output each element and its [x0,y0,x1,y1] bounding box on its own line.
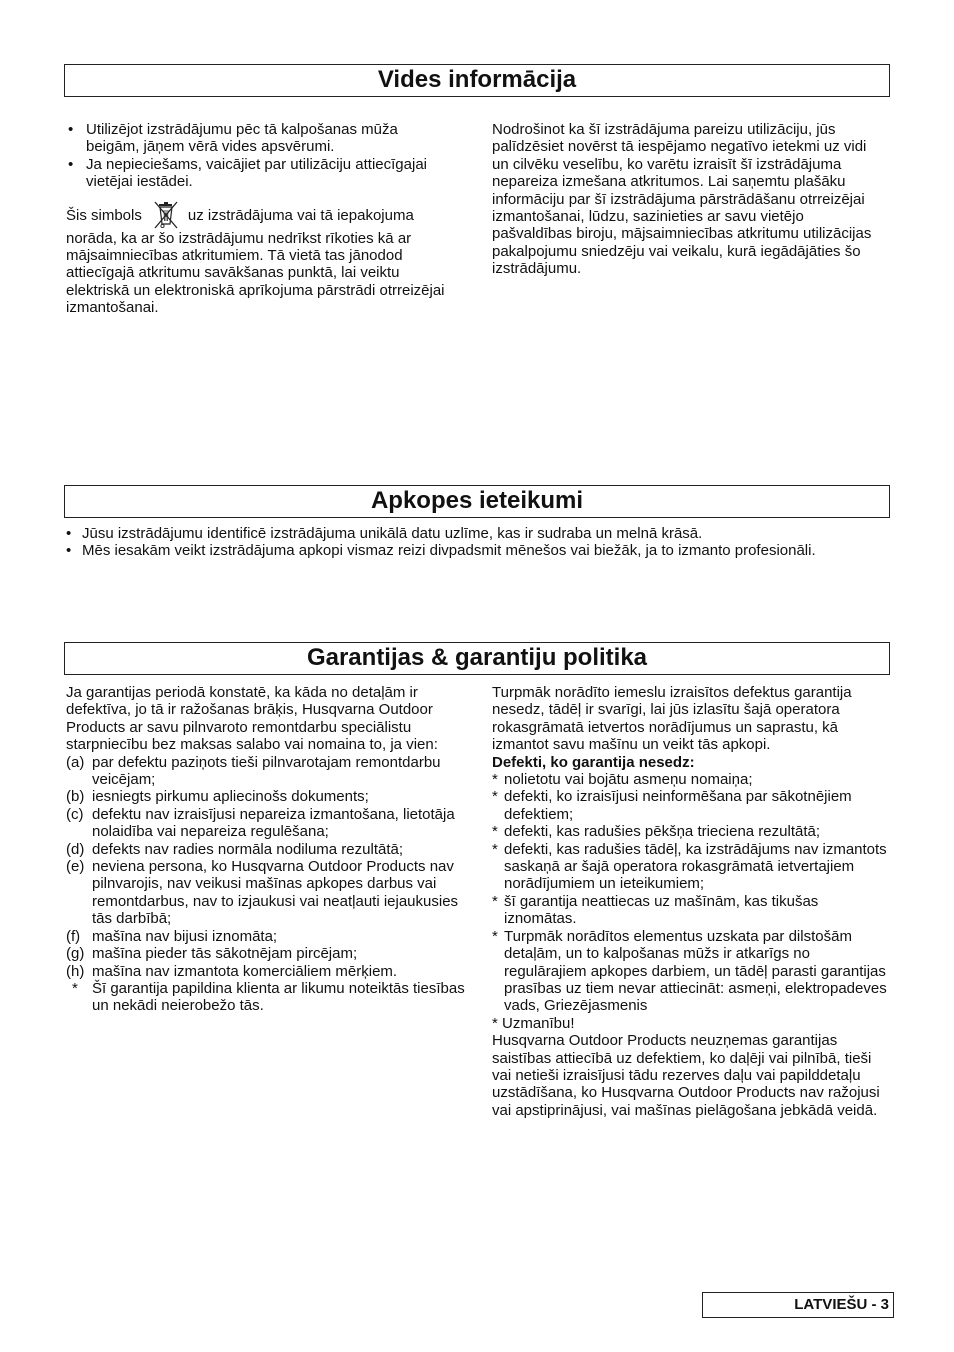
page-number-label: LATVIEŠU - 3 [702,1292,894,1318]
section-title-warranty: Garantijas & garantiju politika [64,642,890,675]
warranty-left-column [66,684,466,1015]
env-symbol-before: Šis simbols [66,206,142,224]
maintenance-column [64,525,886,560]
env-left-column [66,121,450,317]
env-bullet-2: • Ja nepieciešams, vaicājiet par utilizāciju attiecīgajai vietējai iestādei. [66,156,450,191]
warranty-exclusion-item: * Turpmāk norādītos elementus uzskata par dilstošām detaļām, un to kalpošanas mūžs ir atkarīgs no regulārajiem apkopes darbiem, un tādēļ parasti garantijas prasības uz tiem nevar attiecināt: asmeņi, elektropadeves vads, Griezējasmenis [492,927,887,1015]
warranty-condition: (c) defektu nav izraisījusi nepareiza izmantošana, lietotāja nolaidība vai nepareiza regulēšana; [66,805,455,841]
warranty-intro: Ja garantijas periodā konstatē, ka kāda no detaļām ir defektīva, jo tā ir ražošanas brāķis, Husqvarna Outdoor Products ar savu pilnvaroto remontdarbu speciālistu starpniecību bez maksas salabo vai nomaina to, ja vien: [66,684,438,754]
warranty-exclusions-heading: Defekti, ko garantija nesedz: [492,753,695,771]
maintenance-bullet-1: • Jūsu izstrādājumu identificē izstrādājuma unikālā datu uzlīme, kas ir sudraba un melnā krāsā. [64,525,886,542]
warranty-condition: (b) iesniegts pirkumu apliecinošs dokuments; [66,788,369,806]
maintenance-bullet-list [64,525,886,560]
warranty-condition: (e) neviena persona, ko Husqvarna Outdoor Products nav pilnvarojis, nav veikusi mašīnas apkopes darbus vai remontdarbus, nav to izjaukusi vai neatļauti iejaukusies tās darbībā; [66,858,459,928]
warranty-condition: (a) par defektu paziņots tieši pilnvarotajam remontdarbu veicējam; [66,753,441,789]
warranty-condition: (g) mašīna pieder tās sākotnējam pircējam; [66,945,358,963]
warranty-closing-paragraph: Husqvarna Outdoor Products neuzņemas garantijas saistības attiecībā uz defektiem, ko daļēji vai pilnībā, tieši vai netieši izraisījusi tādu rezerves daļu vai papilddetaļu uzstādīšana, ko Husqvarna Outdoor Products nav ražojusi vai apstiprinājusi, vai mašīnas pielāgošana jebkādā veidā. [492,1032,880,1119]
env-right-column [492,121,887,278]
env-bullet-list [66,121,450,191]
warranty-condition: (d) defekts nav radies normāla nodiluma rezultātā; [66,840,404,858]
warranty-exclusion-item: * nolietotu vai bojātu asmeņu nomaiņa; [492,771,753,789]
warranty-note: * Šī garantija papildina klienta ar likumu noteiktās tiesības un nekādi neierobežo tās. [72,979,465,1015]
warranty-exclusion-item: * defekti, ko izraisījusi neinformēšana par sākotnējiem defektiem; [492,788,852,823]
warranty-attention-label: * Uzmanību! [492,1014,575,1032]
warranty-condition: (f) mašīna nav bijusi iznomāta; [66,927,278,945]
env-symbol-after: uz izstrādājuma vai tā iepakojuma norāda, ka ar šo izstrādājumu nedrīkst rīkoties kā ar mājsaimniecības atkritumiem. Tā vietā tas jānodod attiecīgajā atkritumu savākšanas punktā, lai veiktu elektriskā un elektroniskā aprīkojuma pārstrādi otrreizējai izmantošanai. [66,206,445,317]
section-title-maintenance: Apkopes ieteikumi [64,485,890,518]
warranty-exclusions-intro: Turpmāk norādīto iemeslu izraisītos defektus garantija nesedz, tādēļ ir svarīgi, lai jūs izlasītu šajā operatora rokasgrāmatā ietvertos norādījumus un saprastu, kā izmantot savu mašīnu un veikt tās apkopi. [492,684,852,754]
warranty-exclusion-item: * defekti, kas radušies tādēļ, ka izstrādājums nav izmantots saskaņā ar šajā operatora rokasgrāmatā ietvertajiem norādījumiem un ieteikumiem; [492,840,887,893]
warranty-condition: (h) mašīna nav izmantota komerciāliem mērķiem. [66,962,398,980]
env-symbol-paragraph [66,200,450,317]
env-bullet-1: • Utilizējot izstrādājumu pēc tā kalpošanas mūža beigām, jāņem vērā vides apsvērumi. [66,121,450,156]
warranty-exclusion-item: * defekti, kas radušies pēkšņa trieciena rezultātā; [492,823,821,841]
crossed-out-wheelie-bin-icon [150,200,182,230]
warranty-exclusion-item: * šī garantija neattiecas uz mašīnām, kas tikušas iznomātas. [492,892,819,928]
maintenance-bullet-2: • Mēs iesakām veikt izstrādājuma apkopi vismaz reizi divpadsmit mēnešos vai biežāk, ja to izmanto profesionāli. [64,542,886,559]
env-right-paragraph: Nodrošinot ka šī izstrādājuma pareizu utilizāciju, jūs palīdzēsiet novērst tā iespējamo negatīvo ietekmi uz vidi un cilvēku veselību, ko varētu izraisīt šī izstrādājuma nepareiza izmešana atkritumos. Lai saņemtu plašāku informāciju par šī izstrādājuma pārstrādāšanu otrreizējai izmantošanai, lūdzu, sazinieties ar savu vietējo pašvaldības biroju, mājsaimniecības atkritumu utilizācijas pakalpojumu sniedzēju vai veikalu, kurā iegādājāties šo izstrādājumu. [492,121,872,278]
section-title-environment: Vides informācija [64,64,890,97]
warranty-right-column [492,684,892,1119]
